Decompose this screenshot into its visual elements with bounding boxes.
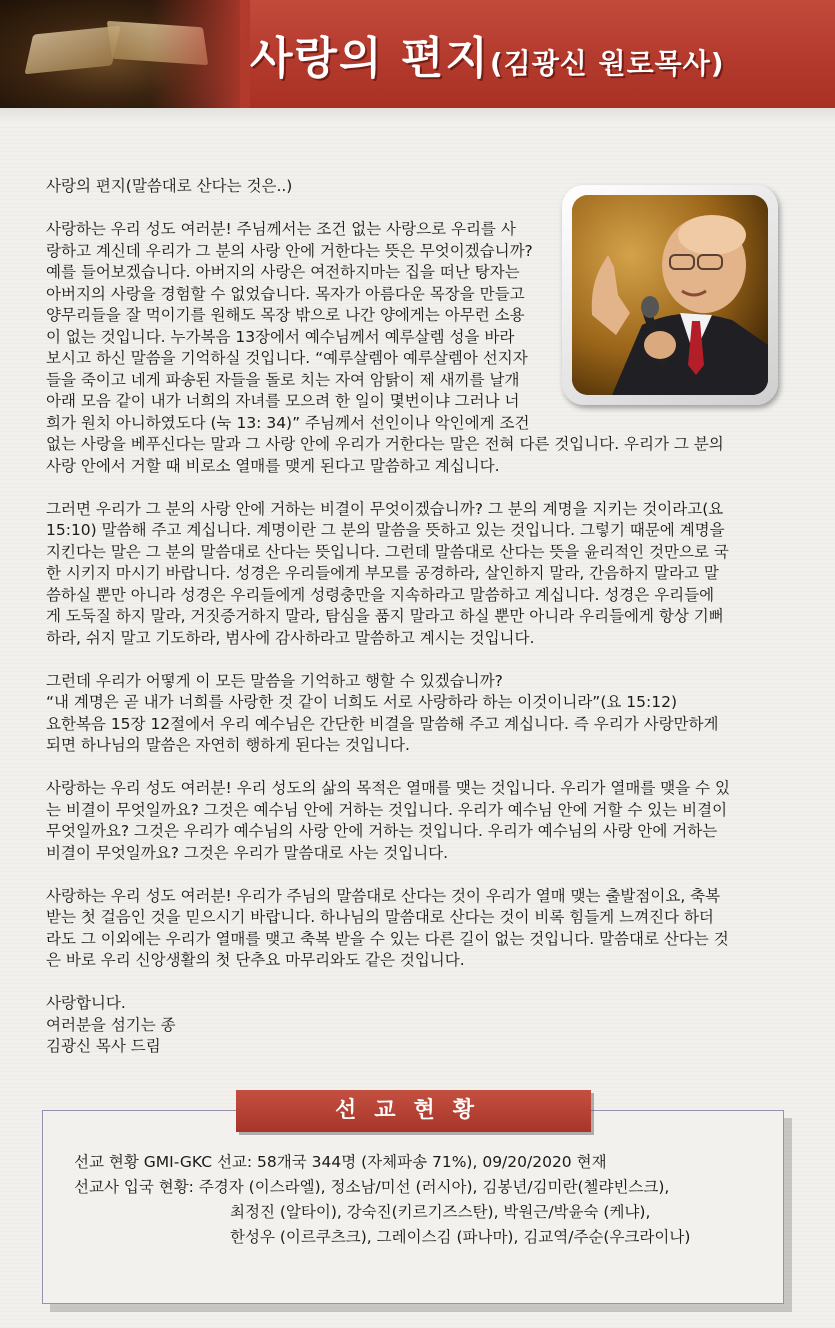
letter-body	[46, 176, 786, 1079]
mission-summary-line: 선교 현황 GMI-GKC 선교: 58개국 344명 (자체파송 71%), 09/20/2020 현재	[74, 1153, 607, 1171]
missionary-arrivals-list-3: 한성우 (이르쿠츠크), 그레이스김 (파나마), 김교역/주순(우크라이나)	[230, 1228, 691, 1246]
letter-paragraph-2: 그러면 우리가 그 분의 사랑 안에 거하는 비결이 무엇이겠습니까? 그 분의 계명을 지키는 것이라고(요 15:10) 말씀해 주고 계십니다. 계명이란 그 분의 말씀을 뜻하고 있는 것입니다. 그렇기 때문에 계명을 지킨다는 말은 그 분의 말씀대로 산다는 뜻입니다. 그런데 말씀대로 산다는 뜻을 윤리적인 것만으로 국 한 시키지 마시기 바랍니다. 성경은 우리들에게 부모를 공경하라, 살인하지 말라, 간음하지 말라고 말 씀하실 뿐만 아니라 성경은 우리들에게 성령충만을 지속하라고 말씀하고 계십니다. 성경은 우리들에 게 도둑질 하지 말라, 거짓증거하지 말라, 탐심을 품지 말라고 하실 뿐만 아니라 우리들에게 항상 기뻐 하라, 쉬지 말고 기도하라, 범사에 감사하라고 말씀하고 계시는 것입니다.	[46, 499, 729, 647]
letter-paragraph-1: 사랑하는 우리 성도 여러분! 주님께서는 조건 없는 사랑으로 우리를 사 랑하고 계신데 우리가 그 분의 사랑 안에 거한다는 뜻은 무엇이겠습니까? 예를 들어보겠습니다. 아버지의 사랑은 여전하지마는 집을 떠난 탕자는 아버지의 사랑을 경험할 수 없었습니다. 목자가 아름다운 목장을 만들고 양무리들을 잘 먹이기를 원해도 목장 밖으로 나간 양에게는 아무런 소용 이 없는 것입니다. 누가복음 13장에서 예수님께서 예루살렘 성을 바라 보시고 하신 말씀을 기억하실 것입니다. “예루살렘아 예루살렘아 선지자 들을 죽이고 네게 파송된 자들을 돌로 치는 자여 암탉이 제 새끼를 날개 아래 모음 같이 내가 너희의 자녀를 모으려 한 일이 몇번이냐 그러나 너 희가 원치 아니하였도다 (눅 13: 34)” 주님께서 선인이나 악인에게 조건 없는 사랑을 베푸신다는 말과 그 사랑 안에 우리가 거한다는 말은 전혀 다른 것입니다. 우리가 그 분의 사랑 안에서 거할 때 비로소 열매를 맺게 된다고 말씀하고 계십니다.	[46, 220, 724, 475]
letter-paragraph-4: 사랑하는 우리 성도 여러분! 우리 성도의 삶의 목적은 열매를 맺는 것입니다. 우리가 열매를 맺을 수 있 는 비결이 무엇일까요? 그것은 예수님 안에 거하는 것입니다. 우리가 예수님 안에 거할 수 있는 비결이 무엇일까요? 그것은 우리가 예수님의 사랑 안에 거하는 것입니다. 우리가 예수님의 사랑 안에 거하는 비결이 무엇일까요? 그것은 우리가 말씀대로 사는 것입니다.	[46, 779, 730, 862]
letter-title: 사랑의 편지(말씀대로 산다는 것은..)	[46, 177, 293, 195]
missionary-arrivals-label: 선교사 입국 현황:	[74, 1178, 199, 1196]
missionary-arrivals-list-1: 주경자 (이스라엘), 정소남/미선 (러시아), 김봉년/김미란(첼랴빈스크),	[198, 1178, 670, 1196]
banner-title-sub: (김광신 원로목사)	[489, 47, 725, 80]
mission-status-heading: 선교현황	[236, 1090, 591, 1132]
banner-fade	[150, 0, 250, 108]
header-divider	[0, 108, 835, 126]
bible-left-page	[24, 26, 120, 75]
letter-paragraph-5: 사랑하는 우리 성도 여러분! 우리가 주님의 말씀대로 산다는 것이 우리가 열매 맺는 출발점이요, 축복 받는 첫 걸음인 것을 믿으시기 바랍니다. 하나님의 말씀대로 산다는 것이 비록 힘들게 느껴진다 하더 라도 그 이외에는 우리가 열매를 맺고 축복 받을 수 있는 다른 길이 없는 것입니다. 말씀대로 산다는 것 은 바로 우리 신앙생활의 첫 단추요 마무리와도 같은 것입니다.	[46, 886, 729, 969]
banner-title-main: 사랑의 편지	[250, 33, 490, 84]
missionary-arrivals-row	[74, 1175, 774, 1200]
missionary-arrivals-list-2: 최정진 (알타이), 강숙진(키르기즈스탄), 박원근/박윤숙 (케냐),	[230, 1203, 651, 1221]
header-banner	[0, 0, 835, 108]
letter-closing: 사랑합니다. 여러분을 섬기는 종 김광신 목사 드림	[46, 994, 176, 1055]
letter-paragraph-3: 그런데 우리가 어떻게 이 모든 말씀을 기억하고 행할 수 있겠습니까? “내 계명은 곧 내가 너희를 사랑한 것 같이 너희도 서로 사랑하라 하는 이것이니라”(요 15:12) 요한복음 15장 12절에서 우리 예수님은 간단한 비결을 말씀해 주고 계십니다. 즉 우리가 사랑만하게 되면 하나님의 말씀은 자연히 행하게 된다는 것입니다.	[46, 671, 719, 754]
banner-title	[250, 22, 725, 86]
mission-status-text	[74, 1150, 774, 1250]
